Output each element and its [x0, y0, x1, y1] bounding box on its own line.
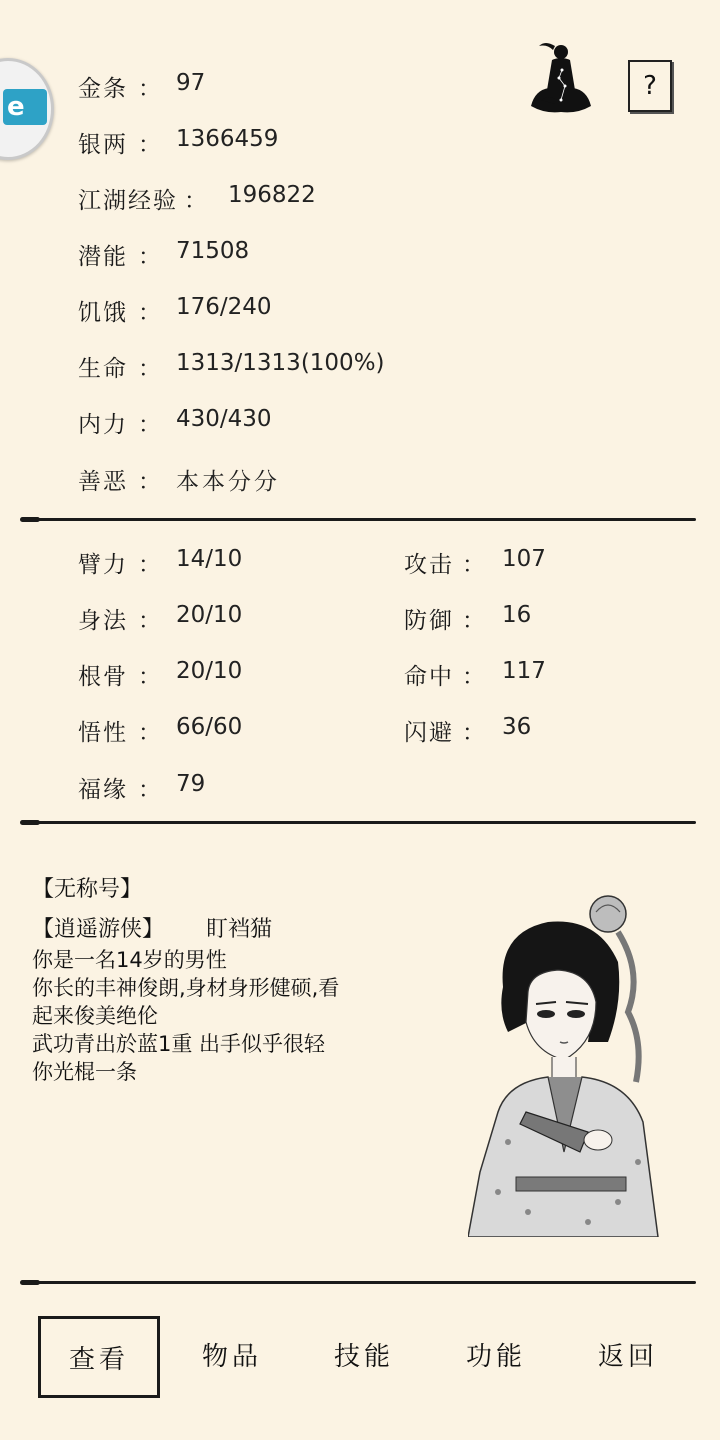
defense-value: 16	[502, 602, 532, 628]
comprehension-value: 66/60	[176, 714, 243, 740]
functions-button[interactable]: 功能	[465, 1342, 526, 1372]
colon: ：	[138, 132, 161, 158]
description-line: 你光棍一条	[32, 1060, 137, 1084]
description-line: 你是一名14岁的男性	[32, 948, 227, 972]
accuracy-label: 命中	[404, 664, 454, 690]
colon: ：	[462, 608, 485, 634]
experience-value: 196822	[228, 182, 316, 208]
potential-label: 潜能	[78, 244, 128, 270]
hunger-value: 176/240	[176, 294, 272, 320]
dodge-label: 闪避	[404, 720, 454, 746]
colon: ：	[462, 552, 485, 578]
life-label: 生命	[78, 356, 128, 382]
items-button[interactable]: 物品	[201, 1342, 262, 1372]
description-line: 起来俊美绝伦	[32, 1004, 158, 1028]
colon: ：	[138, 552, 161, 578]
floating-app-icon[interactable]	[0, 58, 54, 160]
app-tile-icon: e	[3, 89, 47, 125]
colon: ：	[138, 777, 161, 803]
description-line: 武功青出於蓝1重 出手似乎很轻	[32, 1032, 326, 1056]
skills-button[interactable]: 技能	[333, 1342, 394, 1372]
help-button[interactable]: ?	[628, 60, 672, 112]
experience-label: 江湖经验	[78, 188, 178, 214]
colon: ：	[138, 412, 161, 438]
strength-label: 臂力	[78, 552, 128, 578]
strength-value: 14/10	[176, 546, 243, 572]
back-button[interactable]: 返回	[597, 1342, 658, 1372]
character-portrait	[468, 892, 668, 1237]
constitution-value: 20/10	[176, 658, 243, 684]
colon: ：	[138, 76, 161, 102]
attack-value: 107	[502, 546, 546, 572]
colon: ：	[138, 608, 161, 634]
colon: ：	[138, 356, 161, 382]
defense-label: 防御	[404, 608, 454, 634]
constitution-label: 根骨	[78, 664, 128, 690]
fortune-value: 79	[176, 771, 206, 797]
section-divider	[24, 1281, 696, 1284]
player-rank-line	[32, 916, 272, 944]
potential-value: 71508	[176, 238, 250, 264]
attack-label: 攻击	[404, 552, 454, 578]
silver-value: 1366459	[176, 126, 279, 152]
colon: ：	[138, 664, 161, 690]
player-rank: 【逍遥游侠】	[32, 917, 165, 942]
meditation-figure-icon[interactable]	[525, 40, 595, 120]
player-title: 【无称号】	[32, 877, 143, 902]
silver-label: 银两	[78, 132, 128, 158]
section-divider	[24, 518, 696, 521]
description-line: 你长的丰神俊朗,身材身形健硕,看	[32, 976, 340, 1000]
colon: ：	[184, 188, 207, 214]
agility-value: 20/10	[176, 602, 243, 628]
inner-power-label: 内力	[78, 412, 128, 438]
agility-label: 身法	[78, 608, 128, 634]
colon: ：	[462, 720, 485, 746]
gold-label: 金条	[78, 76, 128, 102]
view-button[interactable]: 查看	[38, 1316, 160, 1398]
section-divider	[24, 821, 696, 824]
morality-value: 本本分分	[176, 469, 280, 495]
dodge-value: 36	[502, 714, 532, 740]
colon: ：	[138, 720, 161, 746]
colon: ：	[138, 244, 161, 270]
morality-label: 善恶	[78, 469, 128, 495]
colon: ：	[138, 469, 161, 495]
inner-power-value: 430/430	[176, 406, 272, 432]
gold-value: 97	[176, 70, 206, 96]
comprehension-label: 悟性	[78, 720, 128, 746]
colon: ：	[138, 300, 161, 326]
life-value: 1313/1313(100%)	[176, 350, 385, 376]
player-name: 盯裆猫	[206, 917, 273, 942]
colon: ：	[462, 664, 485, 690]
hunger-label: 饥饿	[78, 300, 128, 326]
fortune-label: 福缘	[78, 777, 128, 803]
accuracy-value: 117	[502, 658, 546, 684]
